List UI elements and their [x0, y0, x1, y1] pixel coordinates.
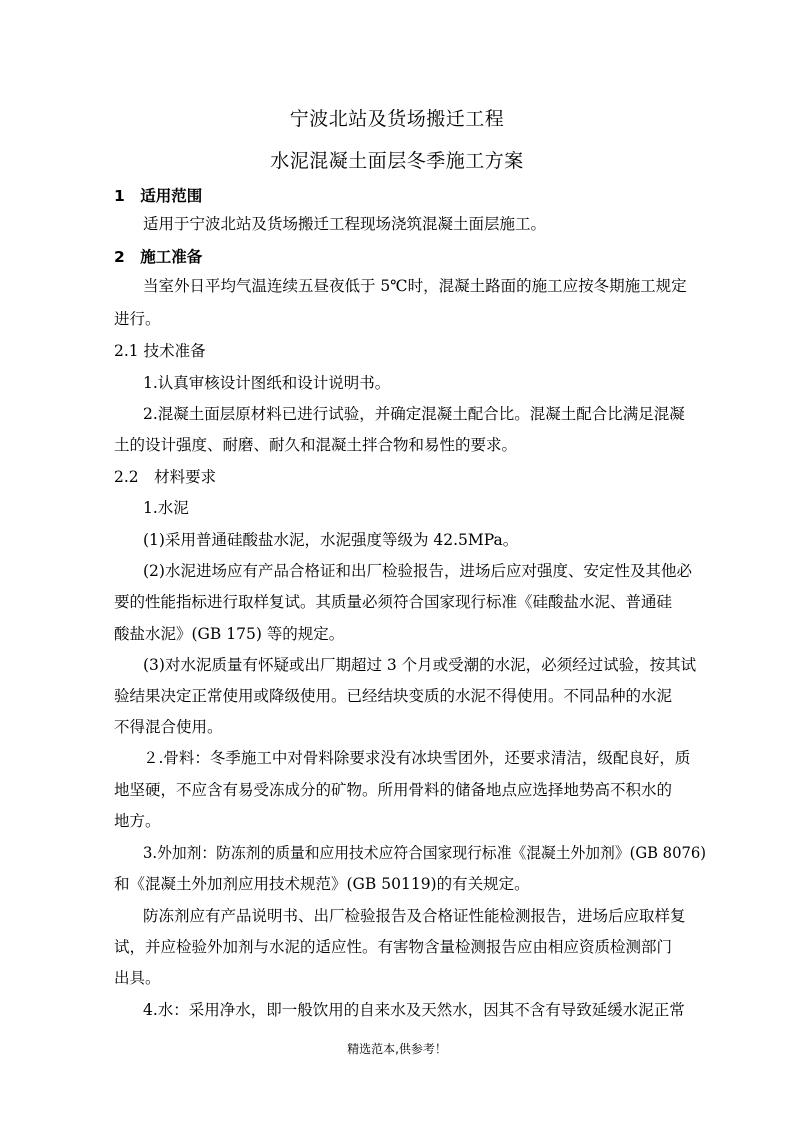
paragraph-line: (1)采用普通硅酸盐水泥，水泥强度等级为 42.5MPa。	[143, 531, 519, 549]
paragraph-line: 适用于宁波北站及货场搬迁工程现场浇筑混凝土面层施工。	[143, 215, 547, 233]
paragraph-line: (3)对水泥质量有怀疑或出厂期超过 3 个月或受潮的水泥，必须经过试验，按其试	[143, 656, 697, 674]
paragraph-line: 2.混凝土面层原材料已进行试验，并确定混凝土配合比。混凝土配合比满足混凝	[143, 405, 685, 423]
page-footer: 精选范本,供参考！	[347, 1042, 447, 1056]
paragraph-line: 地坚硬，不应含有易受冻成分的矿物。所用骨料的储备地点应选择地势高不积水的	[114, 781, 673, 799]
paragraph-line: 防冻剂应有产品说明书、出厂检验报告及合格证性能检测报告，进场后应取样复	[143, 907, 686, 925]
paragraph-line: 4.水：采用净水，即一般饮用的自来水及天然水，因其不含有导致延缓水泥正常	[143, 1001, 685, 1019]
paragraph-line: 当室外日平均气温连续五昼夜低于 5℃时，混凝土路面的施工应按冬期施工规定	[143, 277, 687, 295]
paragraph-line: 1.认真审核设计图纸和设计说明书。	[143, 374, 391, 392]
paragraph-line: 要的性能指标进行取样复试。其质量必须符合国家现行标准《硅酸盐水泥、普通硅	[114, 593, 673, 611]
section-heading-1: 1 适用范围	[114, 187, 203, 205]
subsection-heading: 2.1 技术准备	[114, 342, 206, 360]
subsection-heading: 2.2 材料要求	[114, 468, 217, 486]
paragraph-line: 和《混凝土外加剂应用技术规范》(GB 50119)的有关规定。	[114, 875, 530, 893]
paragraph-line: 进行。	[114, 310, 161, 328]
paragraph-line: 不得混合使用。	[114, 718, 223, 736]
document-subtitle: 水泥混凝土面层冬季施工方案	[270, 150, 524, 172]
paragraph-line: 3.外加剂：防冻剂的质量和应用技术应符合国家现行标准《混凝土外加剂》(GB 8076)	[143, 844, 707, 862]
section-heading-2: 2 施工准备	[114, 248, 203, 266]
paragraph-line: 酸盐水泥》(GB 175) 等的规定。	[114, 625, 345, 643]
paragraph-line: 地方。	[114, 812, 161, 830]
paragraph-line: 1.水泥	[143, 499, 189, 517]
paragraph-line: 验结果决定正常使用或降级使用。已经结块变质的水泥不得使用。不同品种的水泥	[114, 687, 673, 705]
paragraph-line: (2)水泥进场应有产品合格证和出厂检验报告，进场后应对强度、安定性及其他必	[143, 562, 692, 580]
paragraph-line: ２.骨料：冬季施工中对骨料除要求没有冰块雪团外，还要求清洁，级配良好，质	[143, 749, 691, 767]
paragraph-line: 土的设计强度、耐磨、耐久和混凝土拌合物和易性的要求。	[114, 436, 518, 454]
paragraph-line: 试，并应检验外加剂与水泥的适应性。有害物含量检测报告应由相应资质检测部门	[114, 938, 673, 956]
document-title: 宁波北站及货场搬迁工程	[289, 108, 505, 130]
paragraph-line: 出具。	[114, 969, 161, 987]
